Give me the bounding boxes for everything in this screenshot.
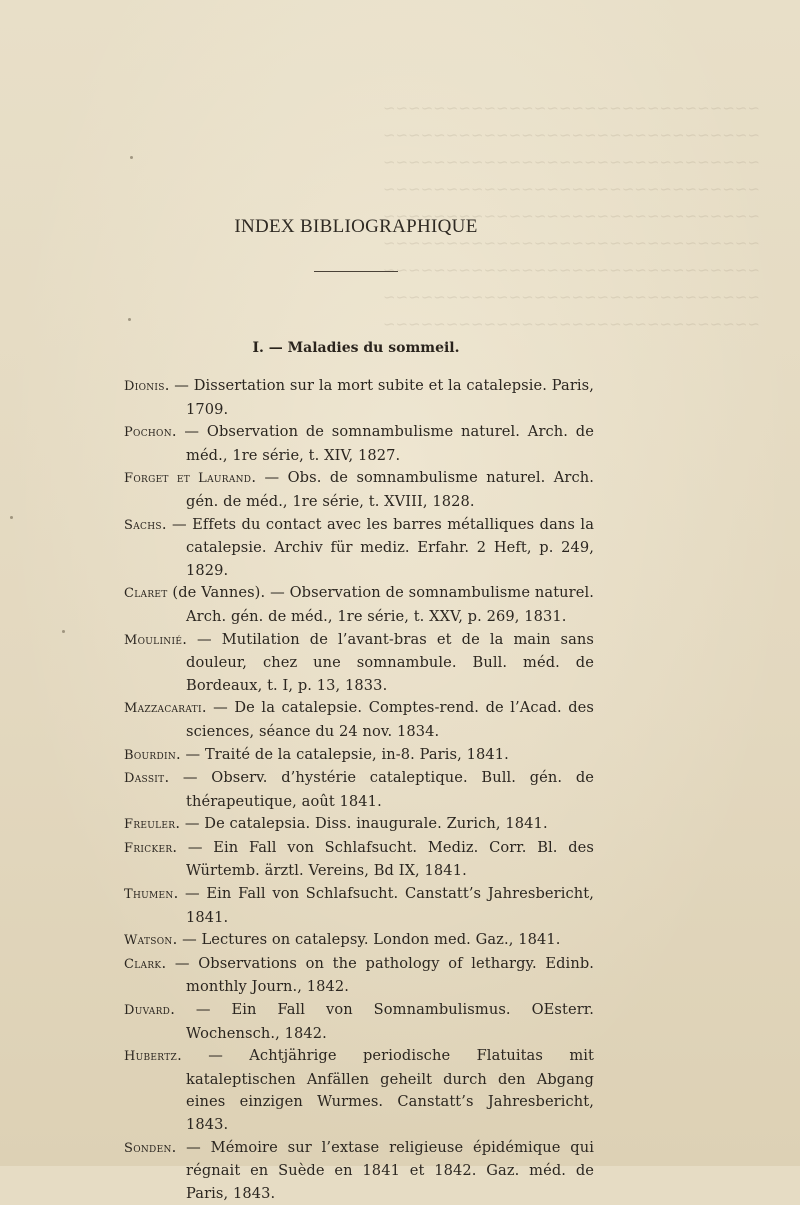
bibliography-list [124, 375, 594, 1205]
entry-author: Mazzacarati [124, 701, 202, 717]
entry-text: . — Observ. d’hystérie cataleptique. Bull. gén. de thérapeutique, août 1841. [164, 769, 594, 810]
bibliography-entry [124, 813, 594, 837]
bibliography-entry [124, 744, 594, 768]
entry-author: Watson [124, 933, 173, 949]
bibliography-entry [124, 514, 594, 583]
bibliography-entry [124, 837, 594, 883]
entry-author: Sonden [124, 1140, 172, 1156]
entry-text: . — De catalepsia. Diss. inaugurale. Zurich, 1841. [175, 815, 548, 833]
entry-author: Moulinié [124, 632, 183, 648]
bibliography-entry [124, 421, 594, 467]
entry-author: Fricker [124, 840, 173, 856]
bibliography-entry [124, 697, 594, 743]
bibliography-entry [124, 953, 594, 999]
entry-text: . — Dissertation sur la mort subite et la catalepsie. Paris, 1709. [164, 377, 594, 418]
paper-speck [62, 630, 65, 633]
entry-text: (de Vannes). — Observation de somnambulisme naturel. Arch. gén. de méd., 1re série, t. XXV, p. 269, 1831. [167, 584, 594, 625]
entry-author: Dassit [124, 771, 165, 787]
entry-text: . — Observations on the pathology of lethargy. Edinb. monthly Journ., 1842. [161, 954, 594, 996]
paper-speck [10, 516, 13, 519]
entry-author: Sachs [124, 517, 162, 533]
paper-speck [128, 318, 131, 321]
section-heading: I. — Maladies du sommeil. [252, 340, 460, 356]
entry-text: . — Mémoire sur l’extase religieuse épidémique qui régnait en Suède en 1841 et 1842. Gaz. méd. de Paris, 1843. [171, 1138, 594, 1202]
entry-text: . — Ein Fall von Somnambulismus. OEsterr. Wochensch., 1842. [170, 1001, 594, 1042]
bibliography-entry [124, 883, 594, 929]
entry-author: Dionis [124, 379, 165, 394]
page-title: INDEX BIBLIOGRAPHIQUE [234, 216, 478, 237]
bibliography-entry [124, 929, 594, 953]
entry-text: . — Ein Fall von Schlafsucht. Canstatt’s Jahresbericht, 1841. [173, 885, 594, 926]
bleed-through-text: ~~~~~~~~~~~~~~~~~~~~~~~~~~~~~~ ~~~~~~~~~~~~~~~~~~~~~~~~~~~~~~ ~~~~~~~~~~~~~~~~~~~~~~~~~~~~~~ ~~~~~~~~~~~~~~~~~~~~~~~~~~~~~~ ~~~~~~~~~~~~~~~~~~~~~~~~~~~~~~ ~~~~~~~~~~~~~~~~~~~~~~~~~~~~~~ ~~~~~~~~~~~~~~~~~~~~~~~~~~~~~~ ~~~~~~~~~~~~~~~~~~~~~~~~~~~~~~ ~~~~~~~~~~~~~~~~~~~~~~~~~~~~~~ [382, 99, 760, 333]
entry-text: . — Effets du contact avec les barres métalliques dans la catalepsie. Archiv für mediz. Erfahr. 2 Heft, p. 249, 1829. [161, 515, 594, 579]
bibliography-entry [124, 1045, 594, 1136]
entry-author: Duvard [124, 1003, 171, 1019]
entry-author: Hubertz [124, 1049, 178, 1065]
entry-text: . — Mutilation de l’avant-bras et de la main sans douleur, chez une somnambule. Bull. méd. de Bordeaux, t. I, p. 13, 1833. [182, 630, 594, 694]
bibliography-entry [124, 767, 594, 813]
bibliography-entry [124, 999, 594, 1045]
bibliography-entry [124, 629, 594, 698]
entry-text: . — Observation de somnambulisme naturel. Arch. de méd., 1re série, t. XIV, 1827. [171, 423, 594, 464]
entry-author: Bourdin [124, 747, 177, 763]
bibliography-entry [124, 582, 594, 628]
entry-author: Clark [124, 956, 162, 972]
entry-text: . — Traité de la catalepsie, in-8. Paris, 1841. [176, 745, 509, 763]
entry-author: Thumen [124, 887, 174, 903]
entry-text: . — Obs. de somnambulisme naturel. Arch. gén. de méd., 1re série, t. XVIII, 1828. [186, 469, 594, 510]
paper-speck [130, 156, 133, 159]
entry-author: Forget et Laurand [124, 471, 252, 487]
entry-text: . — Lectures on catalepsy. London med. Gaz., 1841. [172, 931, 561, 949]
entry-author: Claret [124, 586, 168, 602]
entry-author: Pochon [124, 425, 172, 441]
title-divider [314, 271, 398, 272]
entry-text: . — De la catalepsie. Comptes-rend. de l’Acad. des sciences, séance du 24 nov. 1834. [186, 699, 594, 740]
entry-text: . — Achtjährige periodische Flatuitas mit kataleptischen Anfällen geheilt durch den Abgang eines einzigen Wurmes. Canstatt’s Jahresbericht, 1843. [177, 1047, 594, 1133]
bibliography-entry [124, 375, 594, 421]
bibliography-entry [124, 467, 594, 513]
bibliography-entry [124, 1137, 594, 1205]
entry-author: Freuler [124, 817, 176, 833]
entry-text: . — Ein Fall von Schlafsucht. Mediz. Corr. Bl. des Würtemb. ärztl. Vereins, Bd IX, 1841. [172, 838, 594, 880]
